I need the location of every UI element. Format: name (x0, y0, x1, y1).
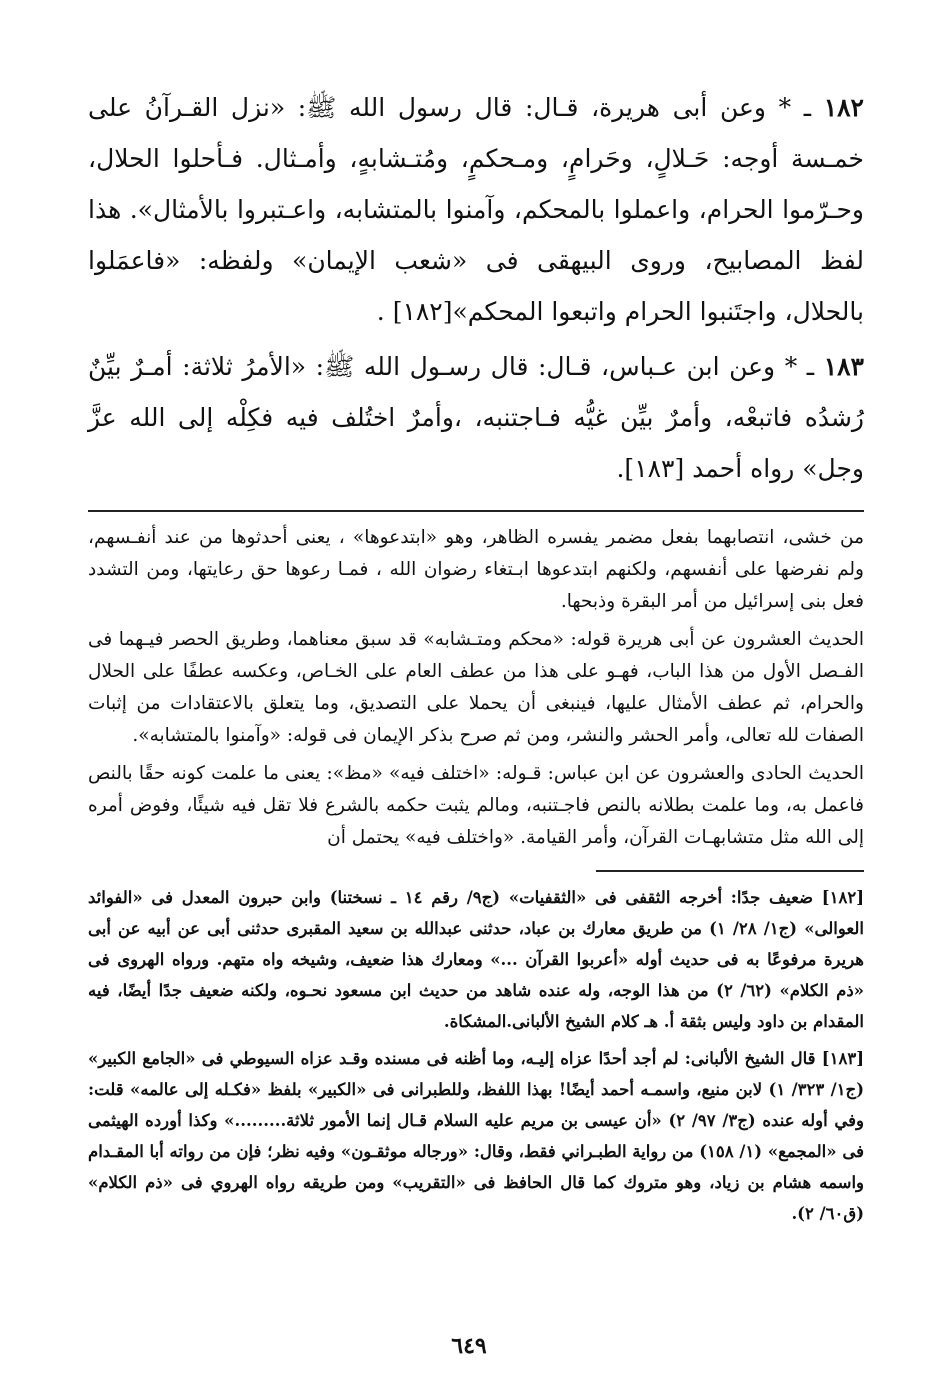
footnote-divider (596, 870, 864, 872)
hadith-183 (88, 341, 864, 494)
commentary-paragraph: الحديث العشرون عن أبى هريرة قوله: «محكم ومتـشابه» قد سبق معناهما، وطريق الحصر فيـهما فى الفـصل الأول من هذا الباب، فهـو على هذا من عطف العام على الخـاص، وعكسه عطفًا على الحلال والحرام، ثم عطف الأمثال عليها، فينبغى أن يحملا على التصديق، وما يتعلق بالاعتقادات من إثبات الصفات لله تعالى، وأمر الحشر والنشر، ومن ثم صرح بذكر الإيمان فى قوله: «وآمنوا بالمتشابه». (88, 629, 864, 746)
footnote-182: [١٨٢] ضعيف جدًا: أخرجه الثقفى فى «الثقفيات» (ج٩/ رقم ١٤ ـ نسختنا) وابن حبرون المعدل فى «الفوائد العوالى» (ج١/ ٢٨/ ١) من طريق معارك بن عباد، حدثنى عبدالله بن سعيد المقبرى حدثنى أبى عن أبيه عن أبى هريرة مرفوعًا به فى حديث أوله «أعربوا القرآن ...» ومعارك هذا ضعيف، وشيخه واه متهم. ورواه الهروى فى «ذم الكلام» (٦٢/ ٢) من هذا الوجه، وله عنده شاهد من حديث ابن مسعود نحـوه، ولكنه ضعيف جدًا أيضًا، فيه المقدام بن داود وليس بثقة أ. هـ كلام الشيخ الألبانى.المشكاة. (88, 888, 864, 1031)
page-body (88, 82, 864, 1235)
hadith-text: ـ * وعن ابن عـباس، قـال: قال رسـول الله ﷺ: «الأمرُ ثلاثة: أمـرٌ بيِّنٌ رُشدُه فاتبعْه، وأمرٌ بيِّن غيُّه فـاجتنبه، ،وأمرٌ اختُلف فيه فكِلْه إلى الله عزَّ وجل» رواه أحمد [١٨٣]. (88, 352, 864, 483)
footnote-183: [١٨٣] قال الشيخ الألبانى: لم أجد أحدًا عزاه إليـه، وما أظنه فى مسنده وقـد عزاه السيوطي فى «الجامع الكبير» (ج١/ ٣٢٣/ ١) لابن منيع، واسمـه أحمد أيضًا! بهذا اللفظ، وللطبرانى فى «الكبير» بلفظ «فكـله إلى عالمه» قلت: وفي أوله عنده (ج٣/ ٩٧/ ٢) «أن عيسى بن مريم عليه السلام قـال إنما الأمور ثلاثة.........» وكذا أورده الهيثمى فى «المجمع» (١/ ١٥٨) من رواية الطبـراني فقط، وقال: «ورجاله موثقـون» وفيه نظر؛ فإن من رواته أبا المقـدام واسمه هشام بن زياد، وهو متروك كما قال الحافظ فى «التقريب» ومن طريقه رواه الهروي فى «ذم الكلام» (ق٦٠/ ٢). (88, 1049, 865, 1223)
page-number: ٦٤٩ (451, 1333, 487, 1359)
hadith-182 (88, 82, 864, 337)
commentary-paragraph: الحديث الحادى والعشرون عن ابن عباس: قـوله: «اختلف فيه» «مظ»: يعنى ما علمت كونه حقًا بالنص فاعمل به، وما علمت بطلانه بالنص فاجـتنبه، ومالم يثبت حكمه بالشرع فلا تقل فيه شيئًا، وفوض أمره إلى الله مثل متشابهـات القرآن، وأمر القيامة. «واختلف فيه» يحتمل أن (88, 763, 864, 848)
main-divider (88, 510, 864, 512)
hadith-number: ١٨٣ (823, 352, 864, 381)
hadith-number: ١٨٢ (823, 93, 864, 122)
hadith-text: ـ * وعن أبى هريرة، قـال: قال رسول الله ﷺ: «نزل القـرآنُ على خمـسة أوجه: حَـلالٍ، وحَرامٍ، ومـحكمٍ، ومُتـشابهٍ، وأمـثال. فـأحلوا الحلال، وحـرّموا الحرام، واعملوا بالمحكم، وآمنوا بالمتشابه، واعـتبروا بالأمثال». هذا لفظ المصابيح، وروى البيهقى فى «شعب الإيمان» ولفظه: «فاعمَلوا بالحلال، واجتَنبوا الحرام واتبعوا المحكم»[١٨٢] . (88, 93, 864, 326)
commentary-paragraph: من خشى، انتصابهما بفعل مضمر يفسره الظاهر، وهو «ابتدعوها» ، يعنى أحدثوها من عند أنفـسهم، ولم نفرضها على أنفسهم، ولكنهم ابتدعوها ابـتغاء رضوان الله ، فمـا رعوها حق رعايتها، ومن التشدد فعل بنى إسرائيل من أمر البقرة وذبحها. (88, 527, 864, 612)
